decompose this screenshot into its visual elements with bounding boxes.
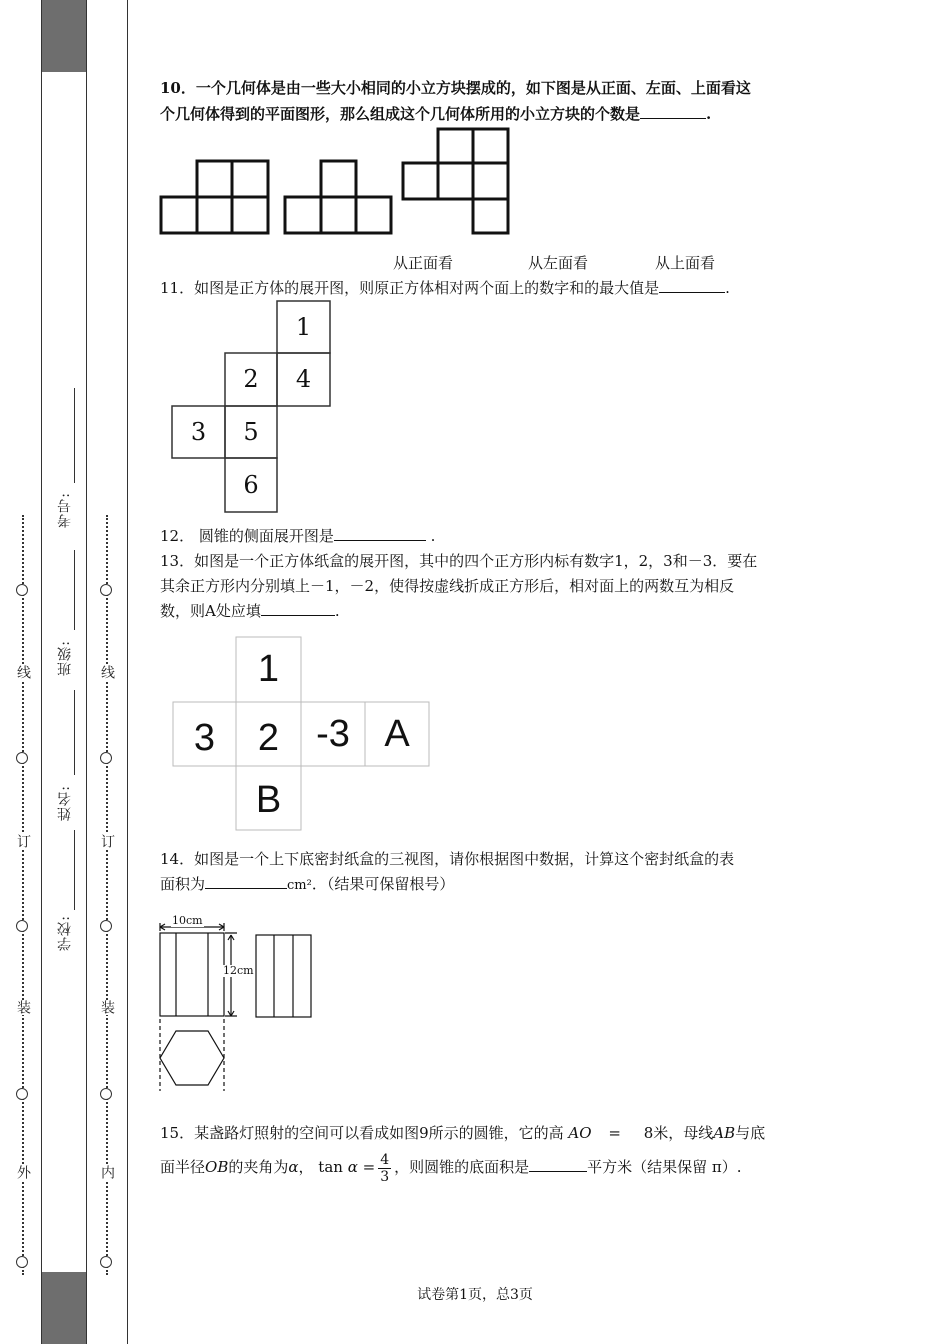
- q14-figure: [155, 915, 320, 1095]
- field-name-label: 姓名:: [57, 785, 73, 821]
- field-class-label: 班级:: [57, 640, 73, 676]
- q10-answer-blank[interactable]: [640, 102, 706, 119]
- outer-circle: [16, 752, 28, 764]
- q11-cell-3: 3: [190, 418, 207, 446]
- q15-line1: [160, 1120, 800, 1146]
- q11-cell-6: 6: [243, 471, 259, 499]
- outer-char-xian: 线: [15, 665, 31, 680]
- q13-cell-b: B: [255, 779, 282, 821]
- page-footer: 试卷第1页，总3页: [417, 1287, 533, 1303]
- q15-text-2c: ，则圆锥的底面积是: [394, 1158, 530, 1176]
- q13-end: .: [334, 602, 340, 620]
- q14-front-view: [160, 933, 224, 1016]
- q15-eq: =: [608, 1124, 621, 1142]
- margin-top-bar: [41, 0, 87, 72]
- q15-ob: OB: [205, 1158, 229, 1176]
- q15-alpha-2: α: [347, 1158, 358, 1176]
- margin-bottom-bar: [41, 1272, 87, 1344]
- q10-line1: 10．一个几何体是由一些大小相同的小立方块摆成的，如下图是从正面、左面、上面看这: [160, 79, 751, 97]
- outer-dotted-line: [22, 515, 24, 1275]
- field-school-line[interactable]: [74, 830, 75, 910]
- q10-left-view: [285, 197, 391, 233]
- field-id-line[interactable]: [74, 388, 75, 483]
- q10-label-front: 从正面看: [393, 254, 454, 272]
- q14-dim-height: 12cm: [223, 964, 254, 977]
- q14-unit: cm²: [287, 878, 312, 893]
- inner-char-ding: 订: [99, 834, 115, 849]
- q15-text-1b: 米，母线: [653, 1124, 714, 1142]
- margin-line-3: [127, 0, 128, 1344]
- q13-line2: 其余正方形内分别填上－1，－2，使得按虚线折成正方形后，相对面上的两数互为相反: [160, 577, 735, 595]
- q11-cube-net: [150, 296, 350, 518]
- q13-cell-2: 2: [257, 717, 280, 759]
- q11-cell-4: 4: [295, 365, 312, 393]
- q14-text-b: ．（结果可保留根号）: [311, 875, 455, 893]
- q10-front-view: [161, 197, 268, 233]
- q13-cell-neg3: -3: [316, 713, 350, 755]
- q11-text: 11．如图是正方体的展开图，则原正方体相对两个面上的数字和的最大值是: [160, 279, 660, 297]
- outer-char-wai: 外: [15, 1165, 31, 1180]
- q15-text-2b: 的夹角为: [228, 1158, 289, 1176]
- q13-text: 数，则A处应填: [160, 602, 261, 620]
- q14-dim-width: 10cm: [172, 914, 203, 927]
- q13-cell-3: 3: [193, 717, 216, 759]
- q12-answer-blank[interactable]: [334, 524, 426, 541]
- q14-line1: 14．如图是一个上下底密封纸盒的三视图，请你根据图中数据，计算这个密封纸盒的表: [160, 850, 735, 868]
- outer-char-zhuang: 装: [15, 1000, 31, 1015]
- field-id-label: 考号:: [57, 492, 73, 528]
- q10-top-view: [403, 163, 508, 199]
- q14-line2: [160, 871, 800, 899]
- q15-fraction: [378, 1152, 391, 1185]
- margin-line-1: [41, 0, 42, 1344]
- q10-figure: [155, 125, 525, 240]
- outer-circle: [16, 920, 28, 932]
- q15-alpha: α: [288, 1158, 299, 1176]
- field-school-label: 学校:: [57, 915, 73, 951]
- q15-text-2d: 平方米（结果保留 π）.: [587, 1158, 742, 1176]
- outer-circle: [16, 584, 28, 596]
- q15-denominator: 3: [380, 1168, 390, 1185]
- q15-tan: tan: [318, 1158, 343, 1176]
- q10-text: 个几何体得到的平面图形，那么组成这个几何体所用的小立方块的个数是: [160, 105, 641, 123]
- q11-answer-blank[interactable]: [659, 276, 725, 293]
- q13-line1: 13．如图是一个正方体纸盒的展开图，其中的四个正方形内标有数字1，2，3和－3．要在: [160, 552, 758, 570]
- q14-text-a: 面积为: [160, 875, 206, 893]
- q15-text-2a: 面半径: [160, 1158, 206, 1176]
- inner-dotted-line: [106, 515, 108, 1275]
- q15-line2: 面半径OB的夹角为α， tan α = $\frac{4}{3}$ ，则圆锥的底面积是 平方米（结果保留 π）.: [160, 1151, 742, 1185]
- q10-label-left: 从左面看: [528, 254, 589, 272]
- inner-circle: [100, 584, 112, 596]
- q13-line3: [160, 598, 800, 624]
- q10-label-top: 从上面看: [655, 254, 716, 272]
- q11-cell-1: 1: [295, 313, 312, 341]
- q15-numerator: 4: [380, 1151, 390, 1168]
- inner-char-zhuang: 装: [99, 1000, 115, 1015]
- q15-text-1c: 与底: [735, 1124, 766, 1142]
- q15-ao: AO: [568, 1124, 592, 1142]
- q11-cell-2: 2: [243, 365, 259, 393]
- q11-cell-5: 5: [243, 418, 259, 446]
- q14-top-view-hexagon: [160, 1031, 224, 1085]
- q12-text: 12． 圆锥的侧面展开图是: [160, 527, 334, 545]
- q15-answer-blank[interactable]: [529, 1155, 587, 1172]
- inner-circle: [100, 1088, 112, 1100]
- q13-cube-net: [172, 636, 432, 832]
- inner-char-xian: 线: [99, 665, 115, 680]
- q15-ab: AB: [713, 1124, 736, 1142]
- outer-char-ding: 订: [15, 834, 31, 849]
- inner-circle: [100, 1256, 112, 1268]
- q13-cell-a: A: [384, 713, 410, 755]
- inner-circle: [100, 752, 112, 764]
- field-class-line[interactable]: [74, 550, 75, 630]
- q13-answer-blank[interactable]: [261, 599, 335, 616]
- inner-char-nei: 内: [99, 1165, 115, 1180]
- q15-text-1a: 15．某盏路灯照射的空间可以看成如图9所示的圆锥，它的高: [160, 1124, 564, 1142]
- q10-line2: [160, 101, 800, 127]
- q10-end: .: [706, 105, 712, 123]
- q15-height: 8: [643, 1124, 654, 1142]
- outer-circle: [16, 1088, 28, 1100]
- q13-cell-1: 1: [257, 648, 280, 690]
- q12-end: .: [425, 527, 436, 545]
- q14-side-view: [256, 935, 311, 1017]
- outer-circle: [16, 1256, 28, 1268]
- q12-line: [160, 523, 800, 549]
- margin-line-2: [86, 0, 87, 1344]
- q15-eq-2: =: [362, 1158, 376, 1176]
- field-name-line[interactable]: [74, 690, 75, 775]
- q11-end: .: [725, 279, 730, 297]
- inner-circle: [100, 920, 112, 932]
- q14-answer-blank[interactable]: [205, 872, 287, 889]
